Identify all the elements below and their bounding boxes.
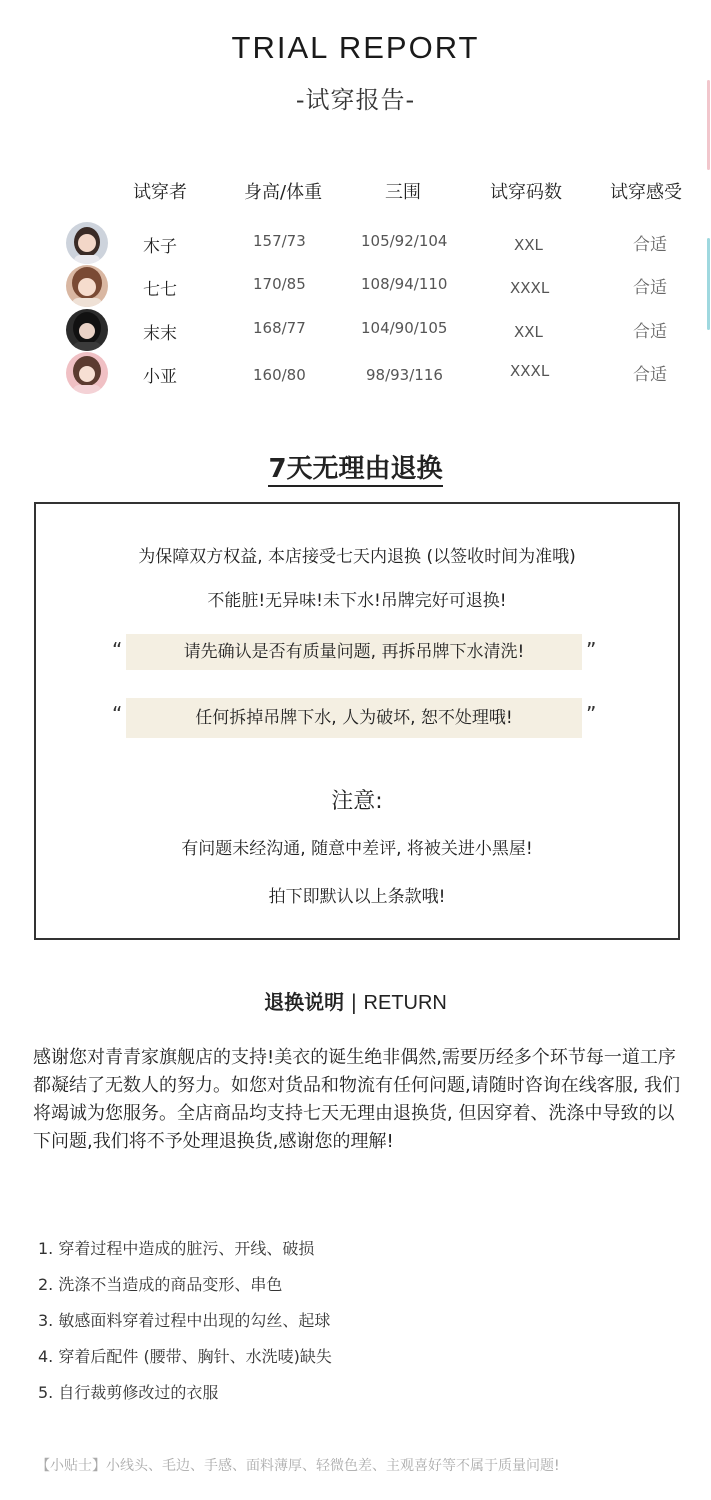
excluded-issues-list xyxy=(38,1236,678,1416)
tester-name: 七七 xyxy=(143,280,177,300)
list-item: 2. 洗涤不当造成的商品变形、串色 xyxy=(38,1275,283,1294)
avatar xyxy=(66,222,108,264)
column-header-size: 试穿码数 xyxy=(490,182,562,203)
damage-notice: 任何拆掉吊牌下水, 人为破坏, 恕不处理哦! xyxy=(126,698,582,738)
list-item: 5. 自行裁剪修改过的衣服 xyxy=(38,1383,219,1402)
column-header-tester: 试穿者 xyxy=(133,182,187,203)
policy-title xyxy=(0,448,711,485)
notice-title: 注意: xyxy=(331,789,383,814)
open-quote-mark: “ xyxy=(112,638,123,662)
size: XXL xyxy=(514,236,543,254)
measurements: 104/90/105 xyxy=(361,319,448,337)
height-weight: 160/80 xyxy=(253,366,306,384)
column-header-height-weight: 身高/体重 xyxy=(244,182,323,203)
return-title-cn: 退换说明 xyxy=(264,990,345,1014)
measurements: 105/92/104 xyxy=(361,232,448,250)
list-item: 3. 敏感面料穿着过程中出现的勾丝、起球 xyxy=(38,1311,331,1330)
size: XXL xyxy=(514,323,543,341)
policy-title-text: 7天无理由退换 xyxy=(268,454,442,487)
table-row xyxy=(0,265,711,309)
return-section-title xyxy=(0,986,711,1015)
return-title-en: RETURN xyxy=(363,992,447,1014)
list-item: 1. 穿着过程中造成的脏污、开线、破损 xyxy=(38,1239,315,1258)
height-weight: 168/77 xyxy=(253,319,306,337)
report-title-en: TRIAL REPORT xyxy=(231,30,480,65)
feeling: 合适 xyxy=(633,235,667,255)
notice-line-1: 有问题未经沟通, 随意中差评, 将被关进小黑屋! xyxy=(181,839,533,859)
open-quote-mark: “ xyxy=(112,702,123,726)
tester-name: 小亚 xyxy=(143,367,177,387)
tip-text: 【小贴士】小线头、毛边、手感、面料薄厚、轻微色差、主观喜好等不属于质量问题! xyxy=(36,1458,560,1474)
height-weight: 157/73 xyxy=(253,232,306,250)
quality-check-notice: 请先确认是否有质量问题, 再拆吊牌下水清洗! xyxy=(126,634,582,670)
table-row xyxy=(0,309,711,353)
title-divider: | xyxy=(344,990,364,1014)
feeling: 合适 xyxy=(633,365,667,385)
avatar xyxy=(66,265,108,307)
policy-line-2: 不能脏!无异味!未下水!吊牌完好可退换! xyxy=(207,591,507,611)
height-weight: 170/85 xyxy=(253,275,306,293)
table-row xyxy=(0,352,711,396)
feeling: 合适 xyxy=(633,278,667,298)
close-quote-mark: ” xyxy=(586,638,597,662)
notice-line-2: 拍下即默认以上条款哦! xyxy=(268,887,446,907)
tester-name: 末末 xyxy=(143,324,177,344)
report-title-cn: -试穿报告- xyxy=(295,86,416,114)
size: XXXL xyxy=(510,362,550,380)
policy-box xyxy=(34,502,680,940)
feeling: 合适 xyxy=(633,322,667,342)
measurements: 98/93/116 xyxy=(366,366,443,384)
size: XXXL xyxy=(510,279,550,297)
column-header-measurements: 三围 xyxy=(385,182,421,203)
measurements: 108/94/110 xyxy=(361,275,448,293)
avatar xyxy=(66,352,108,394)
table-row xyxy=(0,222,711,266)
tester-name: 木子 xyxy=(143,237,177,257)
return-description: 感谢您对青青家旗舰店的支持!美衣的诞生绝非偶然,需要历经多个环节每一道工序都凝结了无数人的努力。如您对货品和物流有任何问题,请随时咨询在线客服, 我们将竭诚为您服务。全店商品均支持七天无理由退换货, 但因穿着、洗涤中导致的以下问题,我们将不予处理退换货,感谢您的理解! xyxy=(33,1047,681,1152)
close-quote-mark: ” xyxy=(586,702,597,726)
policy-line-1: 为保障双方权益, 本店接受七天内退换 (以签收时间为准哦) xyxy=(138,547,576,567)
list-item: 4. 穿着后配件 (腰带、胸针、水洗唛)缺失 xyxy=(38,1347,332,1366)
avatar xyxy=(66,309,108,351)
column-header-feeling: 试穿感受 xyxy=(610,182,682,203)
